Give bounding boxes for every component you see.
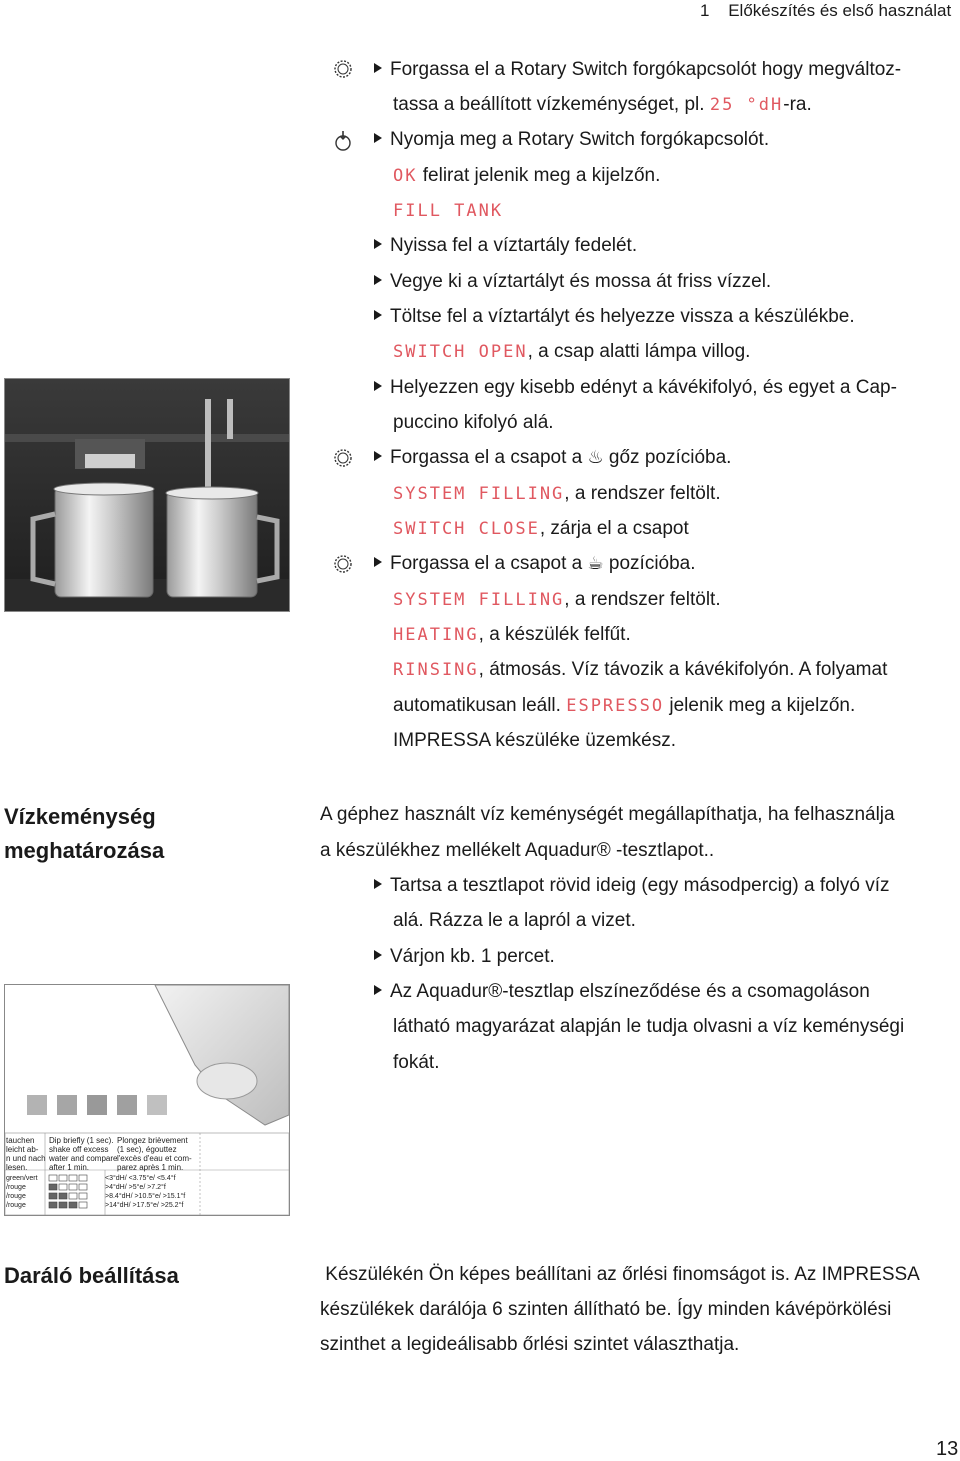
- steam-icon: ♨: [587, 447, 604, 468]
- step-place-vessels: [374, 376, 897, 400]
- paragraph-text: a készülékhez mellékelt Aquadur® -tesztlapot..: [320, 840, 715, 861]
- grinder-text-3: [320, 1333, 739, 1357]
- strip-line: /rouge: [6, 1202, 26, 1209]
- water-step-dip: [374, 874, 890, 898]
- bullet-triangle-icon: [374, 133, 382, 143]
- paragraph-text: Készülékén Ön képes beállítani az őrlési finomságot is. Az IMPRESSA: [320, 1264, 920, 1285]
- strip-text-en: [49, 1136, 117, 1172]
- lcd-text: 25 °dH: [709, 95, 784, 115]
- page-number: 13: [936, 1438, 959, 1460]
- strip-color-labels: [6, 1174, 38, 1210]
- step-turn-rotary-cont: [393, 93, 812, 117]
- strip-line: tauchen: [6, 1136, 35, 1145]
- strip-f: <5.4°f: [156, 1175, 176, 1182]
- lcd-text: SWITCH CLOSE: [393, 519, 540, 539]
- step-text: jelenik meg a kijelzőn.: [664, 695, 856, 716]
- water-step-dip-cont: [393, 909, 636, 933]
- water-step-read-cont: [393, 1015, 904, 1039]
- lcd-text: SYSTEM FILLING: [393, 590, 565, 610]
- step-fill-tank: [374, 305, 855, 329]
- lcd-text: HEATING: [393, 625, 479, 645]
- paragraph-text: készülékek darálója 6 szinten állítható be. Így minden kávépörkölési: [320, 1299, 892, 1320]
- coffee-machine-illustration: [4, 378, 290, 612]
- water-intro-2: [320, 839, 714, 863]
- valve-turn-icon: [332, 447, 354, 469]
- step-open-lid: [374, 234, 637, 258]
- bullet-triangle-icon: [374, 239, 382, 249]
- bullet-triangle-icon: [374, 451, 382, 461]
- strip-line: Dip briefly (1 sec).: [49, 1136, 114, 1145]
- step-text: , átmosás. Víz távozik a kávékifolyón. A folyamat: [478, 659, 888, 680]
- strip-line: (1 sec), égouttez: [117, 1145, 177, 1154]
- bullet-triangle-icon: [374, 381, 382, 391]
- lcd-text: ESPRESSO: [566, 696, 665, 716]
- strip-hardness-values: [105, 1174, 185, 1210]
- strip-line: after 1 min.: [49, 1163, 90, 1172]
- strip-line: n und nach: [6, 1154, 46, 1163]
- step-text: pozícióba.: [603, 553, 696, 574]
- strip-e: >10.5°e/: [134, 1193, 161, 1200]
- step-text: Tartsa a tesztlapot rövid ideig (egy másodpercig) a folyó víz: [390, 875, 890, 896]
- coffee-machine-drawing: [5, 379, 289, 611]
- strip-e: >17.5°e/: [132, 1202, 159, 1209]
- step-text: , a rendszer feltölt.: [564, 589, 721, 610]
- strip-dh: >8.4°dH/: [105, 1193, 133, 1200]
- rotary-switch-press-icon: [332, 130, 354, 152]
- strip-line: shake off excess: [49, 1145, 109, 1154]
- strip-line: water and compare: [49, 1154, 118, 1163]
- cup-icon: ☕: [587, 553, 604, 574]
- step-text: alá. Rázza le a lapról a vizet.: [393, 910, 636, 931]
- strip-line: /rouge: [6, 1184, 26, 1191]
- strip-line: lesen.: [6, 1163, 28, 1172]
- heading-line: Daráló beállítása: [4, 1263, 179, 1288]
- strip-line: parez après 1 min.: [117, 1163, 184, 1172]
- strip-e: >5°e/: [128, 1184, 146, 1191]
- step-rinse-tank: [374, 270, 771, 294]
- lcd-text: FILL TANK: [393, 201, 504, 221]
- bullet-triangle-icon: [374, 310, 382, 320]
- step-text: , a rendszer feltölt.: [564, 483, 721, 504]
- bullet-triangle-icon: [374, 985, 382, 995]
- strip-row: [105, 1201, 185, 1210]
- lcd-text: SYSTEM FILLING: [393, 484, 565, 504]
- lcd-system-filling-line: [393, 482, 721, 506]
- step-text: Nyomja meg a Rotary Switch forgókapcsolót.: [390, 129, 770, 150]
- strip-line: Plongez brièvement: [117, 1136, 188, 1145]
- strip-row: [105, 1192, 185, 1201]
- ready-line: [393, 729, 676, 753]
- bullet-triangle-icon: [374, 879, 382, 889]
- aquadur-test-strip-illustration: [4, 984, 290, 1216]
- paragraph-text: A géphez használt víz keménységét megállapíthatja, ha felhasználja: [320, 804, 895, 825]
- water-step-wait: [374, 945, 555, 969]
- step-text: , a készülék felfűt.: [478, 624, 631, 645]
- strip-f: >7.2°f: [147, 1184, 166, 1191]
- step-text: , a csap alatti lámpa villog.: [527, 341, 751, 362]
- step-text: , zárja el a csapot: [539, 518, 689, 539]
- step-press-rotary: [374, 128, 769, 152]
- strip-line: l'excès d'eau et com-: [117, 1154, 192, 1163]
- strip-row: [105, 1174, 185, 1183]
- step-text: puccino kifolyó alá.: [393, 412, 554, 433]
- step-cup-position: [374, 552, 696, 576]
- water-intro-1: [320, 803, 895, 827]
- step-text: Helyezzen egy kisebb edényt a kávékifolyó, és egyet a Cap-: [390, 377, 897, 398]
- grinder-text-1: [320, 1263, 920, 1287]
- strip-dh: <3°dH/: [105, 1175, 127, 1182]
- grinder-heading: [4, 1259, 179, 1293]
- step-text: automatikusan leáll.: [393, 695, 567, 716]
- strip-f: >15.1°f: [162, 1193, 186, 1200]
- chapter-number: 1: [700, 1, 710, 20]
- running-header: [700, 0, 958, 22]
- step-text: -ra.: [783, 94, 812, 115]
- lcd-rinsing-line: [393, 658, 887, 682]
- step-text: látható magyarázat alapján le tudja olvasni a víz keménységi: [393, 1016, 905, 1037]
- bullet-triangle-icon: [374, 950, 382, 960]
- step-text: Vegye ki a víztartályt és mossa át friss vízzel.: [390, 271, 772, 292]
- lcd-text: OK: [393, 166, 418, 186]
- lcd-switch-open-line: [393, 340, 750, 364]
- lcd-espresso-line: [393, 694, 855, 718]
- lcd-text: RINSING: [393, 660, 479, 680]
- step-text: Nyissa fel a víztartály fedelét.: [390, 235, 638, 256]
- water-step-read: [374, 980, 870, 1004]
- chapter-title: Előkészítés és első használat: [728, 1, 952, 20]
- lcd-fill-tank-line: [393, 199, 503, 223]
- heading-line: meghatározása: [4, 838, 165, 863]
- step-turn-rotary: [374, 58, 901, 82]
- step-place-vessels-cont: [393, 411, 554, 435]
- strip-row: [105, 1183, 185, 1192]
- strip-dh: >14°dH/: [105, 1202, 131, 1209]
- step-text: IMPRESSA készüléke üzemkész.: [393, 730, 676, 751]
- lcd-heating-line: [393, 623, 631, 647]
- paragraph-text: szinthet a legideálisabb őrlési szintet választhatja.: [320, 1334, 740, 1355]
- heading-line: Vízkeménység: [4, 804, 156, 829]
- step-text: fokát.: [393, 1052, 440, 1073]
- step-steam-position: [374, 446, 731, 470]
- step-text: Forgassa el a csapot a: [390, 447, 588, 468]
- step-text: Az Aquadur®-tesztlap elszíneződése és a csomagoláson: [390, 981, 870, 1002]
- step-text: Forgassa el a Rotary Switch forgókapcsolót hogy megváltoz-: [390, 59, 902, 80]
- strip-line: leicht ab-: [6, 1145, 39, 1154]
- bullet-triangle-icon: [374, 63, 382, 73]
- step-text: tassa a beállított vízkeménységet, pl.: [393, 94, 710, 115]
- bullet-triangle-icon: [374, 557, 382, 567]
- lcd-switch-close-line: [393, 517, 689, 541]
- step-text: Forgassa el a csapot a: [390, 553, 588, 574]
- rotary-switch-turn-icon: [332, 58, 354, 80]
- strip-text-de: [6, 1136, 46, 1172]
- strip-e: <3.75°e/: [128, 1175, 155, 1182]
- step-text: Várjon kb. 1 percet.: [390, 946, 555, 967]
- lcd-text: SWITCH OPEN: [393, 342, 528, 362]
- strip-f: >25.2°f: [160, 1202, 184, 1209]
- water-hardness-heading: [4, 800, 164, 868]
- strip-line: green/vert: [6, 1175, 38, 1182]
- bullet-triangle-icon: [374, 275, 382, 285]
- strip-text-fr: [117, 1136, 192, 1172]
- strip-line: /rouge: [6, 1193, 26, 1200]
- strip-dh: >4°dH/: [105, 1184, 127, 1191]
- step-text: Töltse fel a víztartályt és helyezze vissza a készülékbe.: [390, 306, 855, 327]
- step-text: gőz pozícióba.: [603, 447, 732, 468]
- water-step-read-cont2: [393, 1051, 439, 1075]
- valve-turn-icon-2: [332, 553, 354, 575]
- lcd-ok-line: [393, 164, 660, 188]
- step-text: felirat jelenik meg a kijelzőn.: [417, 165, 661, 186]
- grinder-text-2: [320, 1298, 891, 1322]
- lcd-system-filling-line-2: [393, 588, 721, 612]
